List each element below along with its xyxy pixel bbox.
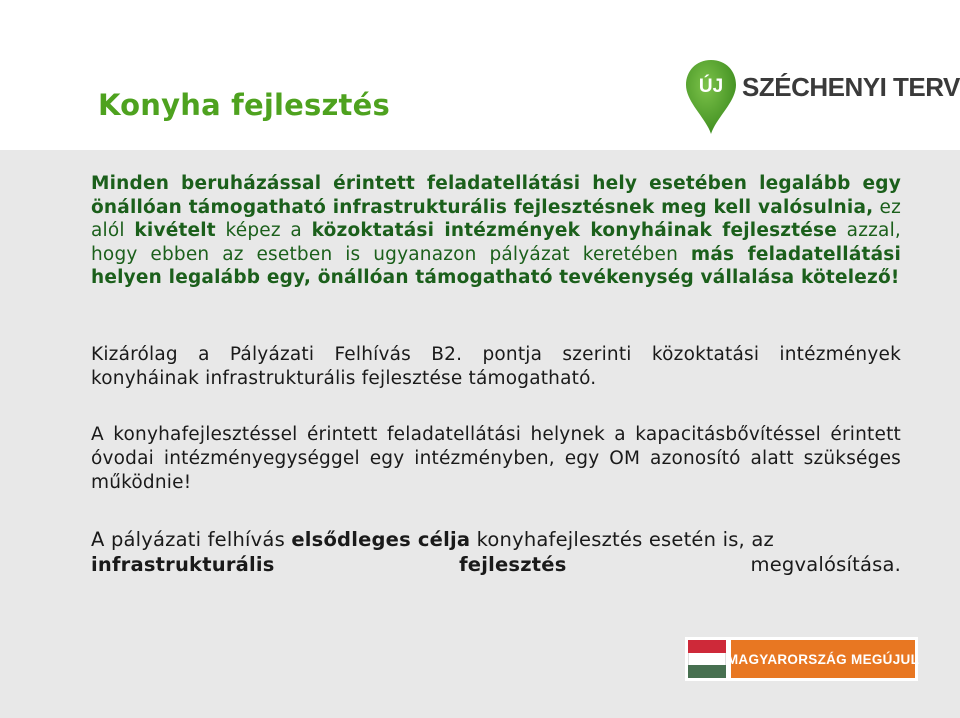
page-title: Konyha fejlesztés [98,88,390,122]
flag-stripe-white [688,653,726,666]
content-area [0,150,960,718]
logo-text: SZÉCHENYI TERV [742,72,960,102]
p4-bold-4: infrastrukturális fejlesztés [91,553,567,576]
p4-text-3: konyhafejlesztés esetén is, az [470,528,774,551]
magyarorszag-megujul-badge [685,637,918,681]
map-pin-icon [684,58,738,136]
flag-stripe-green [688,665,726,678]
p1-text-4: képez a [215,220,312,242]
p1-bold-7: más feladatellátási helyen legalább egy, önállóan támogatható tevékenység vállalása kötelező! [91,243,902,289]
p1-bold-1: Minden beruházással érintett feladatellátási hely esetében legalább egy önállóan támogatható infrastrukturális fejlesztésnek meg kell valósulnia, [91,173,901,218]
paragraph-3: A konyhafejlesztéssel érintett feladatellátási helynek a kapacitásbővítéssel érintett óvodai intézményegységgel egy intézményben, egy OM azonosító alatt szükséges működnie! [91,424,901,493]
paragraph-2: Kizárólag a Pályázati Felhívás B2. pontja szerinti közoktatási intézmények konyháinak infrastrukturális fejlesztése támogatható. [91,344,901,389]
p1-text-6: azzal, hogy ebben az esetben is ugyanazon pályázat keretében [91,220,901,265]
szechenyi-terv-logo [684,58,960,136]
p1-bold-5: közoktatási intézmények konyháinak fejlesztése [311,220,838,242]
flag-stripe-red [688,640,726,653]
p4-text-1: A pályázati felhívás [91,528,292,551]
paragraph-4 [91,527,901,602]
p1-bold-3: kivételt [134,220,216,242]
logo-mark-text: ÚJ [698,76,724,97]
slide-header [0,0,960,150]
badge-label: MAGYARORSZÁG MEGÚJUL [731,640,915,678]
p4-text-5: megvalósítása. [566,553,901,576]
p4-bold-2: elsődleges célja [291,528,471,551]
p1-text-2: ez alól [91,196,901,242]
hungarian-flag-icon [688,640,726,678]
paragraph-1 [91,172,901,290]
